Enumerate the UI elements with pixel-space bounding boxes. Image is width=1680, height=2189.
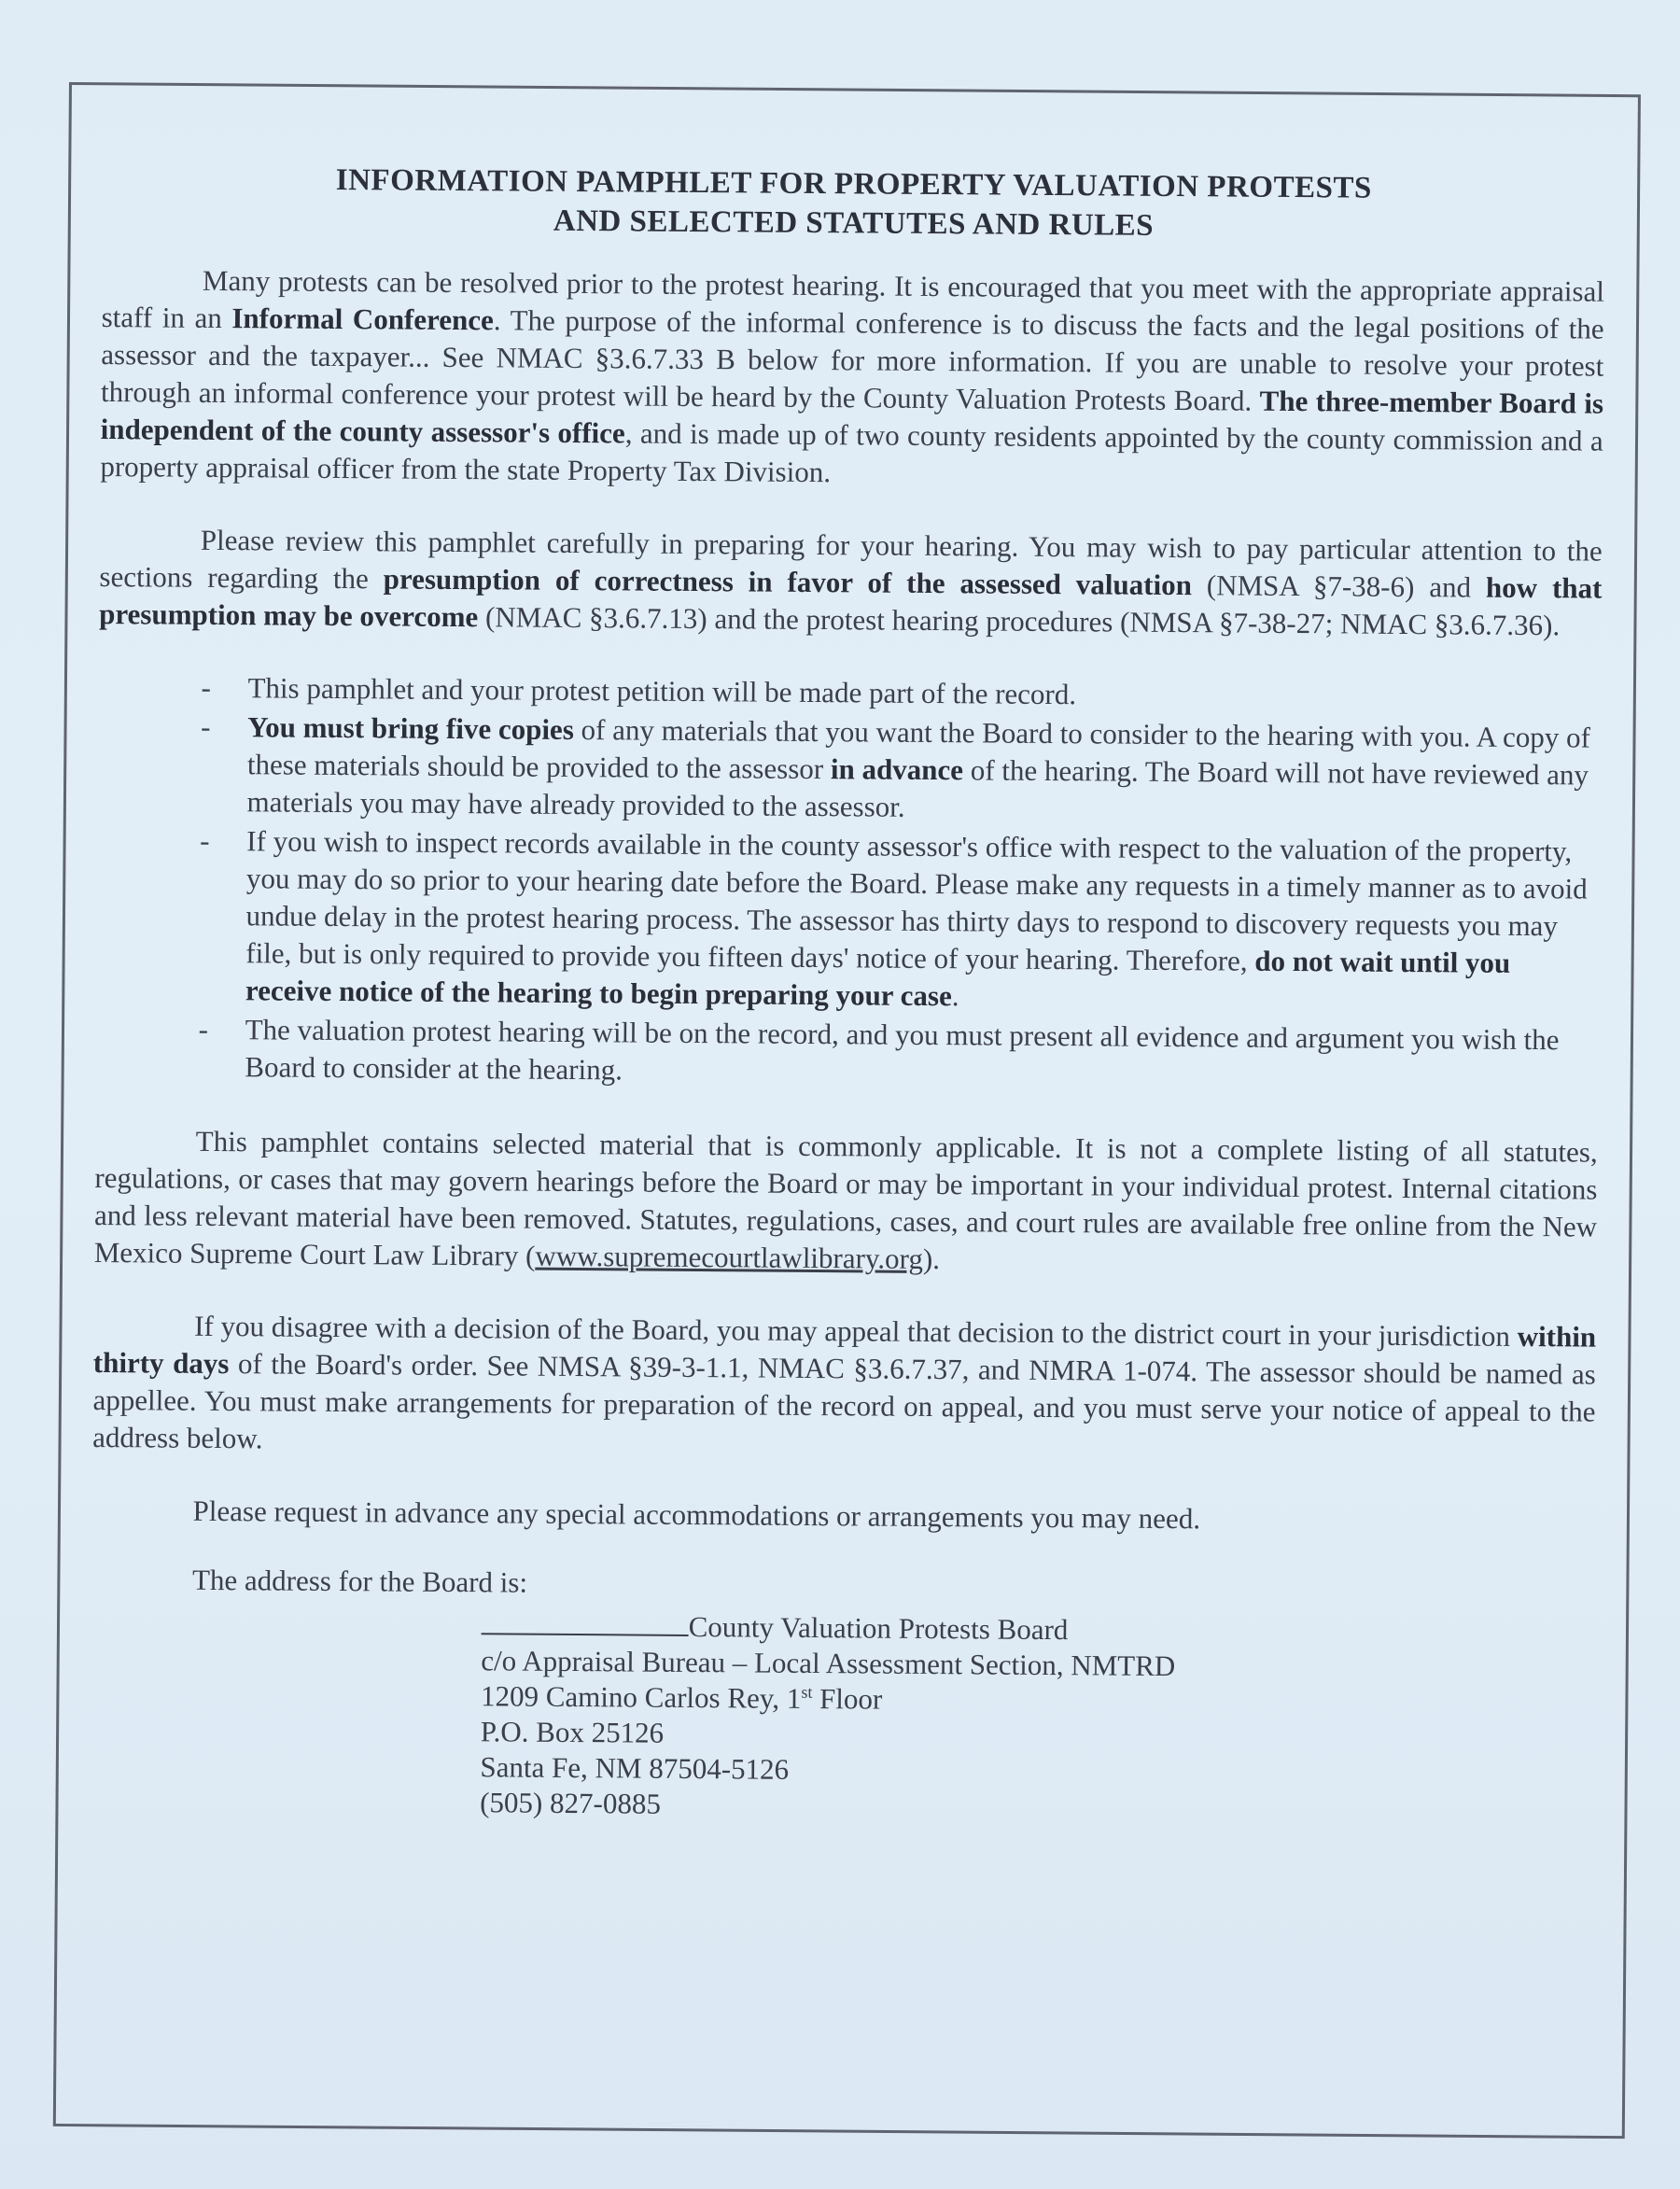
document-title xyxy=(102,159,1605,249)
bullet-dash: - xyxy=(200,823,210,857)
board-address xyxy=(480,1607,1594,1829)
scope-paragraph xyxy=(94,1122,1598,1284)
appeal-text-1: If you disagree with a decision of the Board, you may appeal that decision to the district court in your jurisdiction xyxy=(194,1309,1518,1353)
list-item xyxy=(198,1011,1599,1096)
review-bold-presumption: presumption of correctness in favor of the assessed valuation xyxy=(383,562,1193,602)
review-text-3: (NMAC §3.6.7.13) and the protest hearing procedures (NMSA §7-38-27; NMAC §3.6.7.36). xyxy=(478,600,1561,642)
review-paragraph xyxy=(99,521,1603,645)
bullet-3-text-2: . xyxy=(951,979,959,1013)
title-line-2: AND SELECTED STATUTES AND RULES xyxy=(553,203,1155,243)
address-ordinal: st xyxy=(801,1682,813,1702)
intro-text-3: , and is made up of two county residents appointed by the county commission and a property appraisal officer from the state Property Tax Division. xyxy=(100,416,1603,489)
bullet-4-text: The valuation protest hearing will be on the record, and you must present all evidence and argument you wish the Board to consider at the hearing. xyxy=(245,1013,1560,1087)
law-library-link[interactable]: www.supremecourtlawlibrary.org xyxy=(535,1239,924,1275)
address-line-4: P.O. Box 25126 xyxy=(480,1715,665,1749)
bullet-dash: - xyxy=(198,1012,209,1045)
instructions-list xyxy=(95,668,1601,1097)
list-item xyxy=(200,822,1601,1019)
address-intro: The address for the Board is: xyxy=(191,1563,528,1599)
bullet-2-bold-in-advance: in advance xyxy=(830,752,964,787)
bullet-2-bold-five-copies: You must bring five copies xyxy=(247,710,574,746)
intro-bold-informal-conference: Informal Conference xyxy=(231,302,494,337)
review-bold-overcome: how that presumption may be overcome xyxy=(99,570,1603,634)
intro-text-2: . The purpose of the informal conference is to discuss the facts and the legal positions of the assessor and the taxpayer... See NMAC §3.6.7.33 B below for more information. If you are unable to resolve your protest through an informal conference your protest will be heard by the County Valuation Protests Board. xyxy=(100,303,1604,417)
bullet-dash: - xyxy=(201,670,212,704)
bullet-3-bold-do-not-wait: do not wait until you receive notice of the hearing to begin preparing your case xyxy=(245,944,1511,1013)
appeal-paragraph xyxy=(92,1307,1596,1468)
title-line-1: INFORMATION PAMPHLET FOR PROPERTY VALUATION PROTESTS xyxy=(335,162,1372,205)
accommodations-paragraph: Please request in advance any special accommodations or arrangements you may need. xyxy=(192,1494,1201,1536)
address-board-name: County Valuation Protests Board xyxy=(688,1609,1069,1647)
appeal-text-2: of the Board's order. See NMSA §39-3-1.1, NMAC §3.6.7.37, and NMRA 1-074. The assessor should be named as appellee. You must make arrangements for preparation of the record on appeal, and you must serve your notice of appeal to the address below. xyxy=(92,1347,1596,1455)
address-street: 1209 Camino Carlos Rey, 1 xyxy=(480,1679,802,1715)
intro-paragraph xyxy=(100,261,1604,498)
county-name-blank xyxy=(482,1607,689,1636)
address-phone: (505) 827-0885 xyxy=(480,1786,662,1820)
review-text-2: (NMSA §7-38-6) and xyxy=(1191,568,1487,604)
bullet-1-text: This pamphlet and your protest petition will be made part of the record. xyxy=(247,671,1077,711)
appeal-bold-thirty-days: within thirty days xyxy=(92,1319,1597,1381)
review-text-1: Please review this pamphlet carefully in preparing for your hearing. You may wish to pay particular attention to the sections regarding the xyxy=(99,523,1603,596)
scope-text-2: ). xyxy=(922,1242,941,1276)
pamphlet-content xyxy=(90,159,1605,1830)
address-line-2: c/o Appraisal Bureau – Local Assessment Section, NMTRD xyxy=(481,1644,1176,1683)
scope-text-1: This pamphlet contains selected material that is commonly applicable. It is not a complete listing of all statutes, regulations, or cases that may govern hearings before the Board or may be important in your individual protest. Internal citations and less relevant material have been removed. Statutes, regulations, cases, and court rules are available free online from the New Mexico Supreme Court Law Library ( xyxy=(93,1124,1598,1272)
intro-bold-board-independent: The three-member Board is independent of the county assessor's office xyxy=(100,384,1604,450)
bullet-3-text-1: If you wish to inspect records available in the county assessor's office with respect to the valuation of the property, you may do so prior to your hearing date before the Board. Please make any requests in a timely manner as to avoid undue delay in the protest hearing process. The assessor has thirty days to respond to discovery requests you may file, but is only required to provide you fifteen days' notice of your hearing. Therefore, xyxy=(245,824,1588,977)
list-item xyxy=(201,709,1601,831)
bullet-2-text-2: of the hearing. The Board will not have reviewed any materials you may have already provided to the assessor. xyxy=(246,753,1589,823)
address-floor: Floor xyxy=(812,1682,883,1716)
address-line-5: Santa Fe, NM 87504-5126 xyxy=(480,1750,790,1786)
bullet-dash: - xyxy=(201,709,211,743)
bullet-2-text-1: of any materials that you want the Board to consider to the hearing with you. A copy of these materials should be provided to the assessor xyxy=(246,712,1591,786)
intro-text-1: Many protests can be resolved prior to the protest hearing. It is encouraged that you meet with the appropriate appraisal staff in an xyxy=(101,263,1605,335)
